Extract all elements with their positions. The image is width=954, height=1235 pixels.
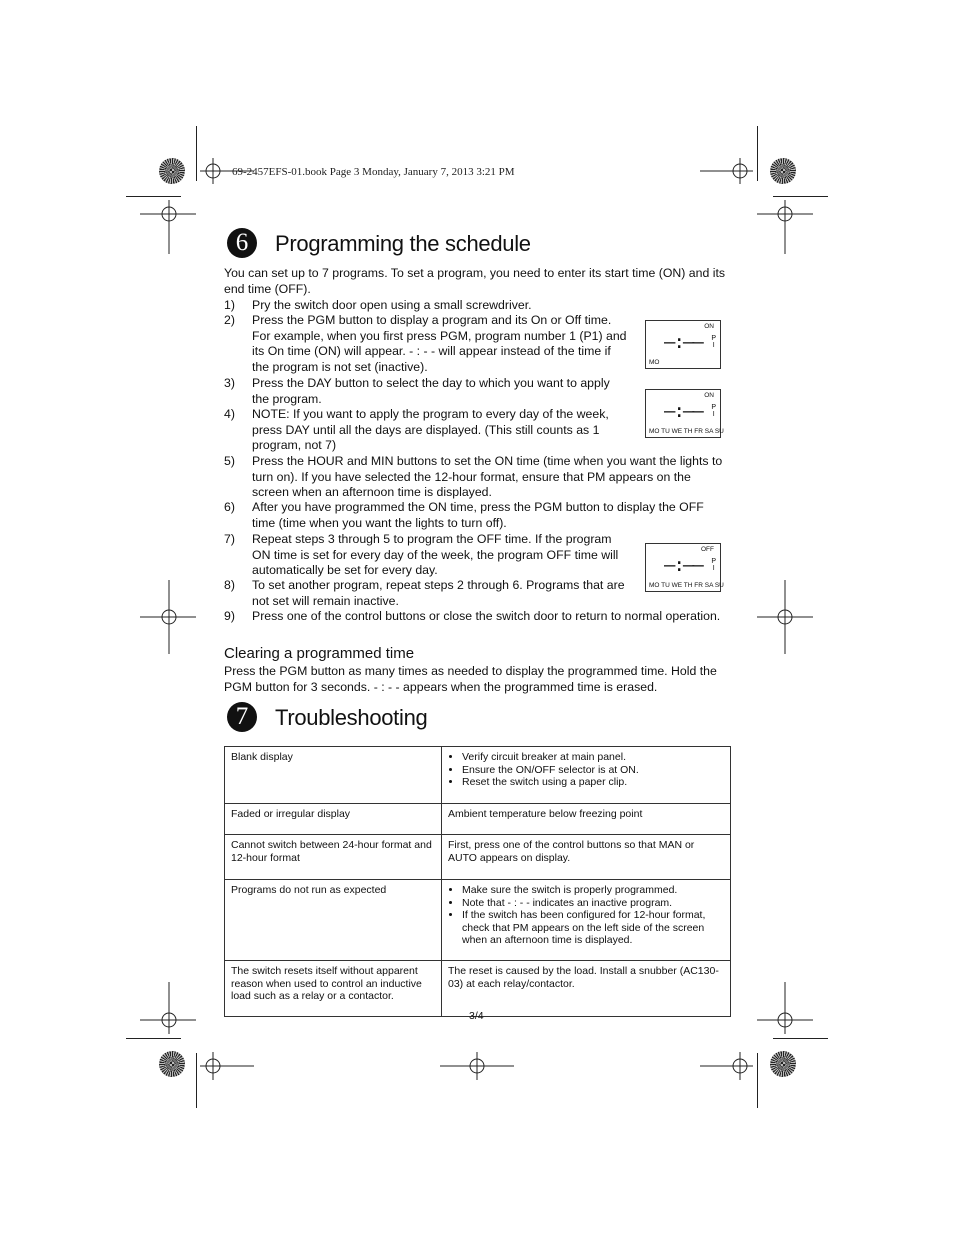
lcd-program: P I bbox=[711, 558, 716, 572]
page-number: 3/4 bbox=[469, 1010, 484, 1022]
troubleshooting-table bbox=[224, 746, 731, 1017]
step-number: 9) bbox=[224, 609, 235, 623]
problem-cell: Programs do not run as expected bbox=[225, 880, 442, 961]
step-text bbox=[252, 454, 722, 501]
solution-bullet: • If the switch has been configured for 12-hour format, check that PM appears on the left side of the screen when an afternoon time is displayed. bbox=[462, 909, 724, 947]
lcd-digits: –:–– bbox=[664, 400, 702, 422]
step-line: the program is not set (inactive). bbox=[252, 359, 428, 374]
step-text bbox=[252, 578, 625, 609]
lcd-display bbox=[645, 543, 724, 592]
lcd-display bbox=[645, 320, 721, 369]
step-text bbox=[252, 376, 610, 407]
step-line: Pry the switch door open using a small screwdriver. bbox=[252, 298, 532, 312]
lcd-program: P I bbox=[711, 404, 716, 418]
step-line: time (time when you want the lights to turn off). bbox=[252, 515, 507, 530]
lcd-days: MO bbox=[649, 359, 660, 366]
step-line: After you have programmed the ON time, press the PGM button to display the OFF bbox=[252, 500, 704, 514]
step-text bbox=[252, 609, 720, 625]
step-line: Press the PGM button to display a program and its On or Off time. bbox=[252, 313, 612, 327]
lcd-days: MO TU WE TH FR SA SU bbox=[649, 582, 724, 589]
table-row bbox=[225, 835, 731, 880]
step-line: not set will remain inactive. bbox=[252, 593, 399, 608]
step-line: its On time (ON) will appear. - : - - will appear instead of the time if bbox=[252, 344, 611, 359]
step-number: 3) bbox=[224, 376, 235, 390]
lcd-digits: –:–– bbox=[664, 554, 702, 576]
step-line: turn on). If you have selected the 12-hour format, ensure that PM appears on the bbox=[252, 469, 691, 484]
step-line: Press the HOUR and MIN buttons to set the ON time (time when you want the lights to bbox=[252, 454, 723, 468]
step-line: Press one of the control buttons or close the switch door to return to normal operation. bbox=[252, 609, 721, 623]
solution-cell: The reset is caused by the load. Install a snubber (AC130-03) at each relay/contactor. bbox=[442, 961, 731, 1017]
step-line: the program. bbox=[252, 391, 322, 406]
table-row bbox=[225, 880, 731, 961]
step-text bbox=[252, 298, 532, 314]
step-number: 2) bbox=[224, 313, 235, 327]
lcd-digits: –:–– bbox=[664, 331, 702, 353]
step-text bbox=[252, 407, 609, 454]
lcd-display bbox=[645, 389, 724, 438]
step-text bbox=[252, 500, 704, 531]
step-line: program, not 7) bbox=[252, 438, 337, 453]
lcd-mode-label: ON bbox=[704, 323, 714, 330]
step-text bbox=[252, 532, 618, 579]
section-number-badge: 7 bbox=[227, 702, 257, 732]
section-title: Programming the schedule bbox=[275, 231, 531, 256]
solution-cell bbox=[442, 880, 731, 961]
solution-bullet: • Ensure the ON/OFF selector is at ON. bbox=[462, 764, 724, 777]
step-line: For example, when you first press PGM, program number 1 (P1) and bbox=[252, 328, 627, 343]
step-number: 7) bbox=[224, 532, 235, 546]
step-number: 6) bbox=[224, 500, 235, 514]
table-row bbox=[225, 804, 731, 835]
solution-cell: First, press one of the control buttons so that MAN or AUTO appears on display. bbox=[442, 835, 731, 880]
step-number: 1) bbox=[224, 298, 235, 312]
lcd-mode-label: ON bbox=[704, 392, 714, 399]
step-line: Press the DAY button to select the day to which you want to apply bbox=[252, 376, 610, 390]
intro-paragraph: You can set up to 7 programs. To set a program, you need to enter its start time (ON) and its end time (OFF). bbox=[224, 266, 726, 296]
step-text bbox=[252, 313, 627, 375]
section-number-badge: 6 bbox=[227, 228, 257, 258]
problem-cell: The switch resets itself without apparent reason when used to control an inductive load such as a relay or a contactor. bbox=[225, 961, 442, 1017]
solution-cell bbox=[442, 747, 731, 804]
problem-cell: Faded or irregular display bbox=[225, 804, 442, 835]
solution-bullet: • Verify circuit breaker at main panel. bbox=[462, 751, 724, 764]
lcd-days: MO TU WE TH FR SA SU bbox=[649, 428, 724, 435]
problem-cell: Blank display bbox=[225, 747, 442, 804]
step-line: NOTE: If you want to apply the program to every day of the week, bbox=[252, 407, 609, 421]
step-line: press DAY until all the days are displayed. (This still counts as 1 bbox=[252, 422, 600, 437]
step-number: 5) bbox=[224, 454, 235, 468]
step-line: ON time is set for every day of the week, the program OFF time will bbox=[252, 547, 619, 562]
lcd-mode-label: OFF bbox=[701, 546, 714, 553]
step-line: screen when an afternoon time is displayed. bbox=[252, 485, 492, 500]
clearing-line: PGM button for 3 seconds. - : - - appears when the programmed time is erased. bbox=[224, 680, 658, 694]
section-title: Troubleshooting bbox=[275, 705, 428, 730]
solution-cell: Ambient temperature below freezing point bbox=[442, 804, 731, 835]
solution-bullet: • Make sure the switch is properly programmed. bbox=[462, 884, 724, 897]
step-number: 4) bbox=[224, 407, 235, 421]
step-line: To set another program, repeat steps 2 through 6. Programs that are bbox=[252, 578, 625, 592]
solution-bullet: • Note that - : - - indicates an inactive program. bbox=[462, 897, 724, 910]
step-line: automatically be set for every day. bbox=[252, 563, 438, 578]
table-row bbox=[225, 961, 731, 1017]
file-info: 69-2457EFS-01.book Page 3 Monday, January 7, 2013 3:21 PM bbox=[232, 166, 515, 178]
step-number: 8) bbox=[224, 578, 235, 592]
lcd-program: P I bbox=[711, 335, 716, 349]
clearing-line: Press the PGM button as many times as needed to display the programmed time. Hold the bbox=[224, 664, 717, 678]
subsection-title: Clearing a programmed time bbox=[224, 645, 415, 662]
table-row bbox=[225, 747, 731, 804]
solution-bullet: • Reset the switch using a paper clip. bbox=[462, 776, 724, 789]
problem-cell: Cannot switch between 24-hour format and 12-hour format bbox=[225, 835, 442, 880]
step-line: Repeat steps 3 through 5 to program the OFF time. If the program bbox=[252, 532, 612, 546]
